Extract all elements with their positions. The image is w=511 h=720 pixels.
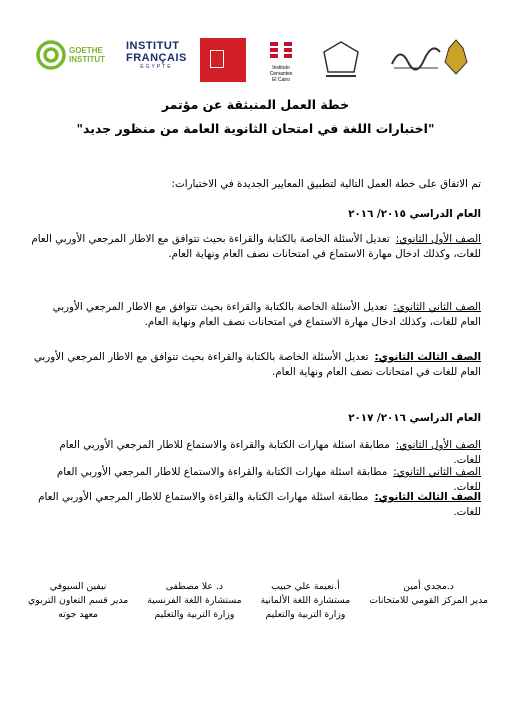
page-subtitle: "اختبارات اللغة في امتحان الثانوية العامة من منظور جديد" <box>76 121 435 136</box>
institut-line3: EGYPTE <box>140 64 173 70</box>
year1-item-1 <box>29 232 481 262</box>
year2-item-3 <box>29 490 481 520</box>
eagle-icon <box>443 38 469 78</box>
item-text: تعديل الأسئلة الخاصة بالكتابة والقراءة بحيث تتوافق مع الاطار المرجعي الأوربي العام للغات في امتحانات نصف العام ونهاية العام. <box>33 351 481 378</box>
item-label: الصف الأول الثانوي: <box>395 439 481 451</box>
item-label: الصف الثالث الثانوي: <box>374 491 481 503</box>
item-label: الصف الثالث الثانوي: <box>374 351 481 363</box>
signature-block <box>147 580 241 622</box>
institut-francais-logo <box>126 40 187 70</box>
item-text: تعديل الأسئلة الخاصة بالكتابة والقراءة بحيث تتوافق مع الاطار المرجعي الأوربي العام للغات، وكذلك ادخال مهارة الاستماع في امتحانات نصف العام ونهاية العام. <box>52 301 481 328</box>
year2-heading: العام الدراسي ٢٠١٦/ ٢٠١٧ <box>348 412 481 424</box>
eagle-logo <box>443 38 469 82</box>
signatory-role: مدير المركز القومي للامتحانات <box>369 595 488 606</box>
goethe-institut-logo <box>36 40 105 70</box>
goethe-swirl-icon <box>36 40 66 70</box>
red-logo-mark-icon <box>210 50 224 68</box>
signatory-name: د.مجدي أمين <box>403 581 454 592</box>
signatory-name: أ.نعيمة علي حبيب <box>271 581 340 592</box>
page-title: خطة العمل المنبثقة عن مؤتمر <box>161 97 350 112</box>
calligraphy-icon <box>390 42 442 72</box>
cervantes-emblem-icon <box>268 40 294 60</box>
item-text: مطابقة اسئلة مهارات الكتابة والقراءة والاستماع للاطار المرجعي الأوربي العام للغات. <box>38 491 481 518</box>
calligraphy-logo <box>390 42 442 76</box>
signature-block <box>261 580 351 622</box>
signatory-name: نيفين السيوفي <box>49 581 107 592</box>
signatory-role: مستشارة اللغة الفرنسية <box>147 595 242 606</box>
signatory-name: د. علا مصطفى <box>165 581 224 592</box>
cervantes-line2: Cervantes <box>269 71 293 77</box>
signature-block <box>369 580 488 622</box>
instituto-cervantes-logo <box>268 40 294 83</box>
year1-item-3 <box>29 350 481 380</box>
logo-strip <box>0 30 511 90</box>
signature-block <box>28 580 128 622</box>
item-label: الصف الثاني الثانوي: <box>393 466 481 478</box>
emblem-icon <box>318 38 364 80</box>
goethe-logo-line2: INSTITUT <box>69 55 105 64</box>
signatory-role: مدير قسم التعاون التربوي <box>28 595 129 606</box>
institut-line1: INSTITUT <box>126 40 180 52</box>
cervantes-line1: Instituto <box>272 65 290 71</box>
year2-item-1 <box>29 438 481 468</box>
year1-item-2 <box>29 300 481 330</box>
signatory-org: وزارة التربية والتعليم <box>154 609 235 620</box>
red-square-logo <box>200 38 246 82</box>
item-text: مطابقة اسئلة مهارات الكتابة والقراءة والاستماع للاطار المرجعي الأوربي العام للغات. <box>56 466 481 493</box>
intro-text: تم الاتفاق على خطة العمل التالية لتطبيق المعايير الجديدة في الاختبارات: <box>171 178 481 190</box>
signatory-role: مستشارة اللغة الألمانية <box>260 595 351 606</box>
item-label: الصف الأول الثانوي: <box>395 233 481 245</box>
signatures <box>28 580 488 622</box>
item-label: الصف الثاني الثانوي: <box>393 301 481 313</box>
institut-line2: FRANÇAIS <box>126 52 187 64</box>
egypt-emblem-logo-1 <box>318 38 364 84</box>
signatory-org: وزارة التربية والتعليم <box>265 609 346 620</box>
item-text: مطابقة اسئلة مهارات الكتابة والقراءة والاستماع للاطار المرجعي الأوربي العام للغات. <box>59 439 481 466</box>
cervantes-line3: El Cairo <box>272 77 290 83</box>
goethe-logo-line1: GOETHE <box>69 46 103 55</box>
year1-heading: العام الدراسي ٢٠١٥/ ٢٠١٦ <box>348 208 481 220</box>
item-text: تعديل الأسئلة الخاصة بالكتابة والقراءة بحيث تتوافق مع الاطار المرجعي الأوربي العام للغات، وكذلك ادخال مهارة الاستماع في امتحانات نصف العام ونهاية العام. <box>31 233 481 260</box>
signatory-org: معهد جوته <box>58 609 99 620</box>
